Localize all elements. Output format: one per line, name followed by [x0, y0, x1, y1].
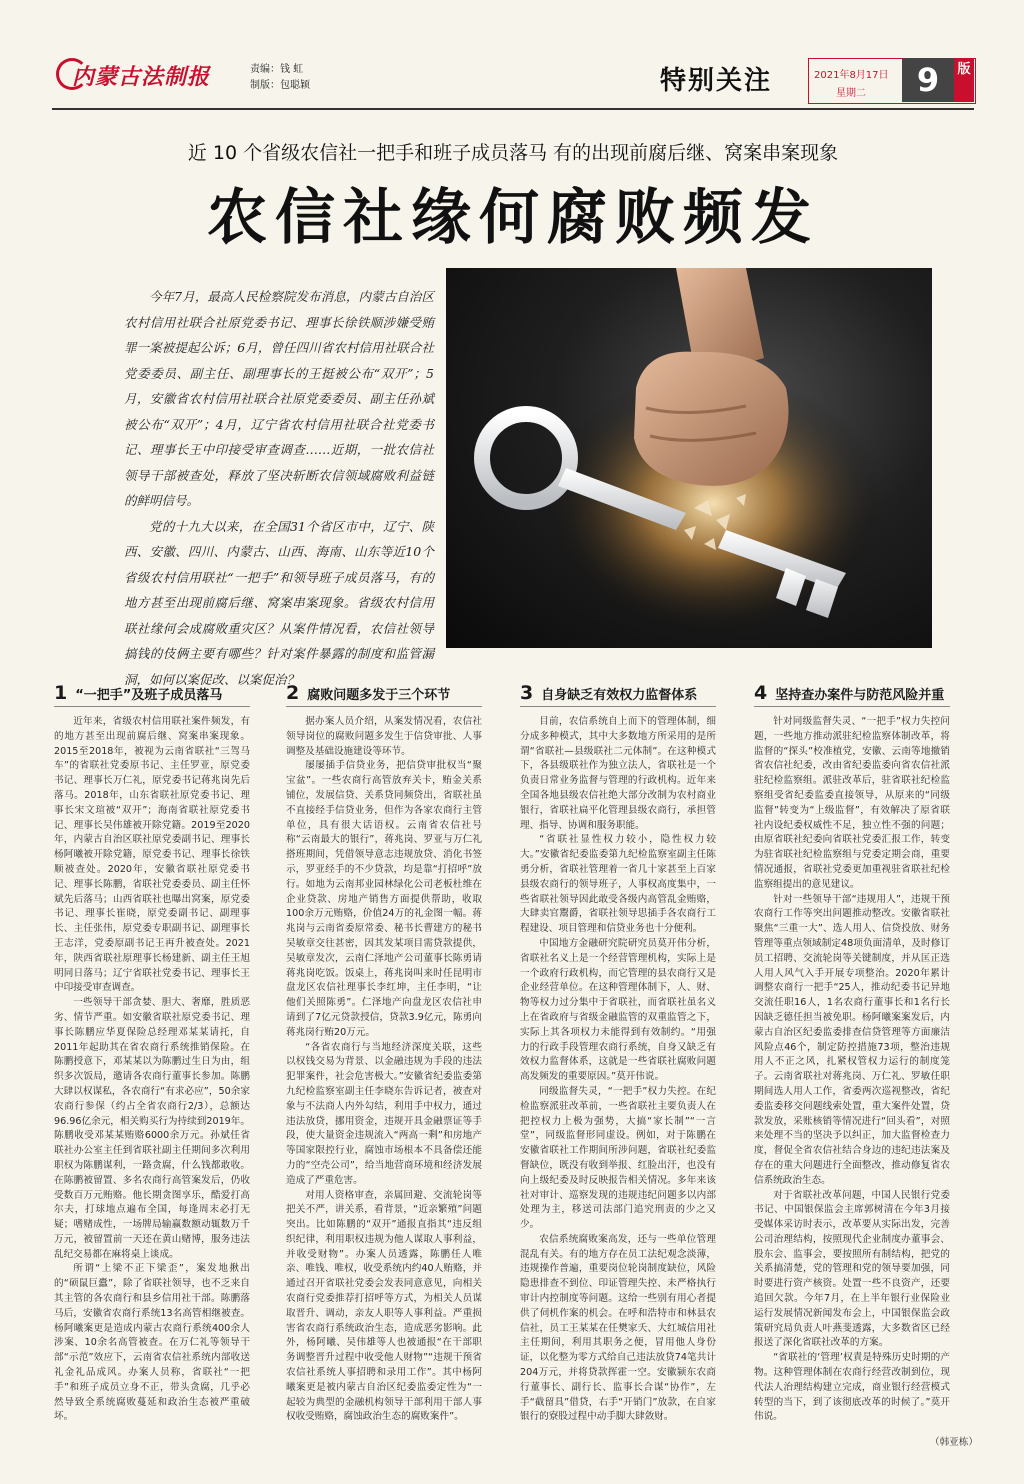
section-body [54, 715, 250, 1445]
masthead [0, 0, 1024, 118]
body-paragraph: 目前，农信系统自上而下的管理体制，细分成多种模式，其中大多数地方所采用的是所谓“省联社—县级联社二元体制”。在这种模式下，各县级联社作为独立法人，省联社是一个负责日常业务监督与管理的行政机构。近年来全国各地县级农信社绝大部分改制为农村商业银行，省联社扁平化管理县级农商行，承担管理、指导、协调和服务职能。 [520, 716, 716, 831]
section-number: 2 [286, 682, 300, 704]
article-lead [124, 284, 434, 692]
section-number: 1 [54, 682, 68, 704]
section-number: 4 [754, 682, 768, 704]
producer-line: 制版：包聪颖 [250, 80, 310, 91]
body-paragraph: 农信系统腐败案高发，还与一些单位管理混乱有关。有的地方存在员工法纪观念淡薄，违规操作普遍，重要岗位轮岗制度缺位，风险隐患排查不到位、印证管理失控、未严格执行审计内控制度等问题。这给一些别有用心者提供了伺机作案的机会。在呼和浩特市和林县农信社，员工王某某在任樊家夭、大红城信用社主任期间，利用其职务之便，冒用他人身份证，以化整为零方式给自己违法放贷74笔共计204万元，并将贷款挥霍一空。安徽颍东农商行董事长、副行长、监事长合谋“协作”，左手“截留具”借贷，右手“开销门”放款，在自家银行的寮股过程中动手脚大肆敛财。 [520, 1233, 716, 1423]
article-headline: 农信社缘何腐败频发 [207, 183, 819, 253]
section-column [54, 680, 250, 1445]
section-body [520, 715, 716, 1445]
body-paragraph: 所谓“上梁不正下梁歪”，案发地揪出的“硕鼠巨蠹”，除了省联社领导，也不乏来自其主管的各农商行和县乡信用社干部。陈鹏落马后，安徽省农商行系统13名高管相继被查。杨阿曦案更是造成内蒙古农商行系统400余人涉案、10余名高管被查。在万仁礼等领导干部“示范”效应下，云南省农信社系统内部收送礼金礼品成风。办案人员称，省联社“一把手”和班子成员立身不正，带头贪腐，几乎必然导致全系统腐败蔓延和政治生态被严重破坏。 [54, 1263, 250, 1423]
editor-credits [250, 62, 310, 94]
editor-line: 责编：钱 虹 [250, 64, 304, 75]
section-column [754, 680, 950, 1445]
body-paragraph: 对用人资格审查，亲属回避、交流轮岗等把关不严，讲关系，看背景，“近亲繁殖”问题突出。比如陈鹏的“双开”通报直指其“违反组织纪律，利用职权违规为他人谋取人事利益，并收受财物”。办案人员透露，陈鹏任人唯亲、唯钱、唯权，收受系统内约40人贿赂，并通过召开省联社党委会发表同意意见，向相关农商行党委推荐打招呼等方式，为相关人员谋取晋升、调动，亲友人职等人事利益。严重损害省农商行系统政治生态，造成恶劣影响。此外，杨阿曦、吴伟雄等人也被通报“在干部职务调整晋升过程中收受他人财物”“违规干预省农信社系统人事招聘和录用工作”。其中杨阿曦案更是被内蒙古自治区纪委监委定性为“一起较为典型的金融机构领导干部利用干部人事权收受贿赂，腐蚀政治生态的腐败案件”。 [286, 1189, 482, 1423]
body-paragraph: “省联社显性权力较小，隐性权力较大。”安徽省纪委监委第九纪检监察室副主任陈勇分析，省联社管理着一省几十家甚至上百家县级农商行的领导班子，人事权高度集中，一些省联社领导因此敢受各级内高管乱金贿赂，大肆卖官鬻爵，省联社领导思插手各农商行工程建设、项目管理和信贷业务也十分便利。 [520, 834, 716, 935]
section-body [286, 715, 482, 1445]
body-paragraph: 针对一些领导干部“违规用人”，违规干预农商行工作等突出问题推动整改。安徽省联社聚焦“三重一大”、选人用人、信贷投放、财务管理等重点领域制定48项负面清单，及时修订员工招聘、交流轮岗等关键制度，并从匡正选人用人风气入手开展专项整治。2020年累计调整农商行一把手“25人，推动纪委书记异地交流任职16人，1名农商行董事长和1名行长因缺乏德任担当被免职。杨阿曦案案发后，内蒙古自治区纪委监委排查信贷管理等方面廉洁风险点46个，制定防控措施73项，整治违规用人不正之风，扎紧权管权力运行的制度笼子。云南省联社对蒋兆岗、万仁礼、罗敏任职期间选人用人工作，省委两次巡视整改，省纪委监委移交问题线索处置，重大案件处置，贷款发放，采账核销等情况进行“回头看”，对照来处理不当的坚决予以纠正，加大监督检查力度，督促全省农信社结合身边的违纪违法案及存在的重大问题进行全面整改，推动修复省农信系统政治生态。 [754, 893, 950, 1186]
header-divider [52, 108, 974, 110]
body-paragraph: 屡屡插手信贷业务，把信贷审批权当“聚宝盆”。一些农商行高管放弃关卡，贿金关系铺位，发展信贷、关系贷同频贷出，省联社虽不直接经手信贷业务，但作为各家农商行主管单位，具有很大话语权。云南省农信社号称“云南最大的银行”，蒋兆岗、罗亚与万仁礼搭班期间，凭借领导意志违规放贷、消化书签示，罗亚经手的不少贷款，均是靠“打招呼”放行。如地为云南邦业园林绿化公司老板杜维在企业贷款、房地产销售方面提供帮助，收取100余万元贿赂，价值24万的礼金图一幅。蒋兆岗与云南省委原常委、秘书长曹建方的秘书吴敏章交往甚密，因其发某项目需贷款提供，吴敏章发次，云南仁泽地产公司董事长陈勇请蒋兆岗吃饭。饭桌上，蒋兆岗叫来时任昆明市盘龙区农信社理事长李红坤，主任李明，“让他们关照陈勇”。仁泽地产向盘龙区农信社申请到了7亿元贷款授信，贷款3.9亿元，陈勇向蒋兆岗行贿20万元。 [286, 760, 482, 1038]
body-paragraph: 同级监督失灵，“一把手”权力失控。在纪检监察派驻改革前，一些省联社主要负责人在把控权力上极为强势，大搞“家长制”“一言堂”，同级监督形同虚设。例如，对于陈鹏在安徽省联社工作期间所涉问题，省联社纪委监督缺位，既没有收到举报、红脸出汗，也没有向上级纪委及时反映报告相关情况。多年来该社对审计、巡察发现的违规违纪问题多以内部处理为主，移送司法部门追究刑责的少之又少。 [520, 1085, 716, 1231]
section-title: “一把手”及班子成员落马 [75, 687, 223, 703]
section-name: 特别关注 [660, 66, 773, 96]
issue-weekday: 星期二 [836, 88, 866, 99]
body-paragraph: 近年来，省级农村信用联社案件频发，有的地方甚至出现前腐后继、窝案串案现象。2015至2018年，被视为云南省联社“三驾马车”的省联社党委原书记、主任罗亚，原党委书记、理事长万仁礼，原党委书记蒋兆岗先后落马。2018年，山东省联社原党委书记、理事长宋文瑄被“双开”；海南省联社原党委书记、理事长吴伟雄被开除党籍。2019至2020年，内蒙古自治区联社原党委副书记、理事长杨阿曦被开除党籍，原党委书记、理事长徐铁顺被查处。2020年，安徽省联社原党委书记、理事长陈鹏，省联社党委委员、副主任怀斌先后落马；山西省联社也曝出窝案，原党委书记、理事长崔晓，原党委副书记、副理事长、主任张伟，原党委专职副书记、副理事长王志洋，党委原副书记王再升被查处。2021年，陕西省联社原理事长杨建新、副主任王旭明同日落马；辽宁省联社党委书记、理事长王中印接受审查调查。 [54, 716, 250, 994]
body-paragraph: 据办案人员介绍，从案发情况看，农信社领导岗位的腐败问题多发生于信贷审批、人事调整及基础设施建设等环节。 [286, 716, 482, 757]
section-heading [286, 680, 482, 707]
section-body [754, 715, 950, 1445]
section-column [286, 680, 482, 1445]
body-paragraph: 对于省联社改革问题，中国人民银行党委书记、中国银保监会主席郭树清在今年3月接受媒体采访时表示，改革要从实际出发，完善公司治理结构，按照现代企业制度办董事会、股东会、监事会，要按照所有制结构，把党的关系搞清楚，党的管理和党的领导要加强，同时要进行资产核资。处置一些不良资产，还要追回欠款。今年7月，在上半年银行业保险业运行发展情况新闻发布会上，中国银保监会政策研究局负责人叶燕斐透露，大多数省区已经报送了深化省联社改革的方案。 [754, 1189, 950, 1349]
section-title: 自身缺乏有效权力监督体系 [541, 687, 698, 703]
section-title: 腐败问题多发于三个环节 [307, 687, 451, 703]
lead-paragraph: 党的十九大以来，在全国31个省区市中，辽宁、陕西、安徽、四川、内蒙古、山西、海南、山东等近10个省级农村信用联社“一把手”和领导班子成员落马，有的地方甚至出现前腐后继、窝案串案现象。省级农村信用联社缘何会成腐败重灾区？从案件情况看，农信社领导搞钱的伎俩主要有哪些？针对案件暴露的制度和监管漏洞，如何以案促改、以案促治？ [124, 518, 434, 687]
lead-paragraph: 今年7月，最高人民检察院发布消息，内蒙古自治区农村信用社联合社原党委书记、理事长徐铁顺涉嫌受贿罪一案被提起公诉；6月，曾任四川省农村信用社联合社党委委员、副主任、副理事长的王挺被公布“双开”；5月，安徽省农村信用社联合社原党委委员、副主任孙斌被公布“双开”；4月，辽宁省农村信用社联合社党委书记、理事长王中印接受审查调查……近期，一批农信社领导干部被查处，释放了坚决斩断农信领域腐败利益链的鲜明信号。 [124, 289, 434, 508]
section-column [520, 680, 716, 1445]
fist-shape [634, 352, 789, 486]
body-paragraph: 中国地方金融研究院研究员莫开伟分析，省联社名义上是一个经营管理机构，实际上是一个政府行政机构，而它管理的县农商行又是企业经营单位。在这种管理体制下，人、财、物等权力过分集中于省联社，而省联社虽名义上在省政府与省级金融监管的双重监管之下，实际上其各项权力未能得到有效制约。“用强力的行政手段管理农商行系统，自身又缺乏有效权力监督体系，这就是一些省联社腐败问题高发频发的重要原因。”莫开伟说。 [520, 937, 716, 1083]
fist-breaking-key-photo [446, 268, 932, 648]
section-title: 坚持查办案件与防范风险并重 [775, 687, 945, 703]
section-number: 3 [520, 682, 534, 704]
body-paragraph: “省联社的‘管理’权責是特殊历史时期的产物。这种管理体制在农商行经营改制到位，现代法人治理结构建立完成，商业银行经营模式转型的当下，到了该彻底改革的时候了。”莫开伟说。 [754, 1352, 950, 1423]
section-heading [754, 680, 950, 707]
article-subtitle: 近 10 个省级农信社一把手和班子成员落马 有的出现前腐后继、窝案串案现象 [187, 142, 839, 164]
page-number: 9 [902, 58, 954, 102]
issue-date: 2021年8月17日 [814, 70, 889, 81]
newspaper-logo: 内蒙古法制报 [72, 64, 211, 90]
body-paragraph: 一些领导干部贪婪、胆大、奢靡，胜质恶劣、情节严重。如安徽省联社原党委书记、理事长陈鹏应华夏保险总经理邓某某请托，自2011年起助其在省农商行系统推销保险。在陈鹏授意下，邓某某以为陈鹏过生日为由，组织多次饭局，邀请各农商行董事长参加。陈鹏大肆以权谋私，各农商行“有求必应”，50余家农商行参保（约占全省农商行2/3），总额达96.96亿余元，相关购买行为持续到2019年。陈鹏收受邓某某贿赂6000余万元。孙斌任省联社办公室主任到省联社副主任期间多次利用职权为陈鹏谋利，一路贪腐，什么钱都敢收。在陈鹏被留置、多名农商行高管案发后，仍收受数百万元贿赂。他长期贪图享乐，酷爱打高尔夫，打球地点遍布全国，每逢周末必打无疑；嗜赌成性，一场牌局输赢数额动辄数万千万元，被留置前一天还在黄山赌博，服务违法乱纪交易都在麻将桌上谈成。 [54, 997, 250, 1260]
section-heading [54, 680, 250, 707]
fist-key-illustration [446, 268, 932, 648]
body-paragraph: “各省农商行与当地经济深度关联，这些以权钱交易为背景、以金融违规为手段的违法犯罪案件，社会危害极大。”安徽省纪委监委第九纪检监察室副主任李晓东告诉记者，被查对象与不法商人内外勾结，利用手中权力，通过违法放贷，挪用资金，违规开具金融票证等手段，使大量资金违规流入“两高一剩”和房地产等国家限控行业，腐蚀市场根本不具备偿还能力的“空壳公司”，给当地营商环境和经济发展造成了严重危害。 [286, 1041, 482, 1186]
author-signature: （韩亚栋） [930, 1437, 978, 1448]
section-heading [520, 680, 716, 707]
body-paragraph: 针对同级监督失灵、“一把手”权力失控问题，一些地方推动派驻纪检监察体制改革，将监督的“探头”校准植党，安徽、云南等地撤销省农信社纪委，改由省纪委监委向省农信社派驻纪检监察组。派驻改革后，驻省联社纪检监察组受省纪委监委直接领导，从原来的“同级监督”转变为“上级监督”，有效解决了原省联社内设纪委权威性不足，独立性不强的问题；由原省联社纪委向省联社党委汇报工作，转变为驻省联社纪检监察组与党委定期会商，重要情况通报，省联社党委更加重视驻省联社纪检监察组提出的意见建议。 [754, 716, 950, 890]
page-label: 版 [954, 58, 974, 102]
